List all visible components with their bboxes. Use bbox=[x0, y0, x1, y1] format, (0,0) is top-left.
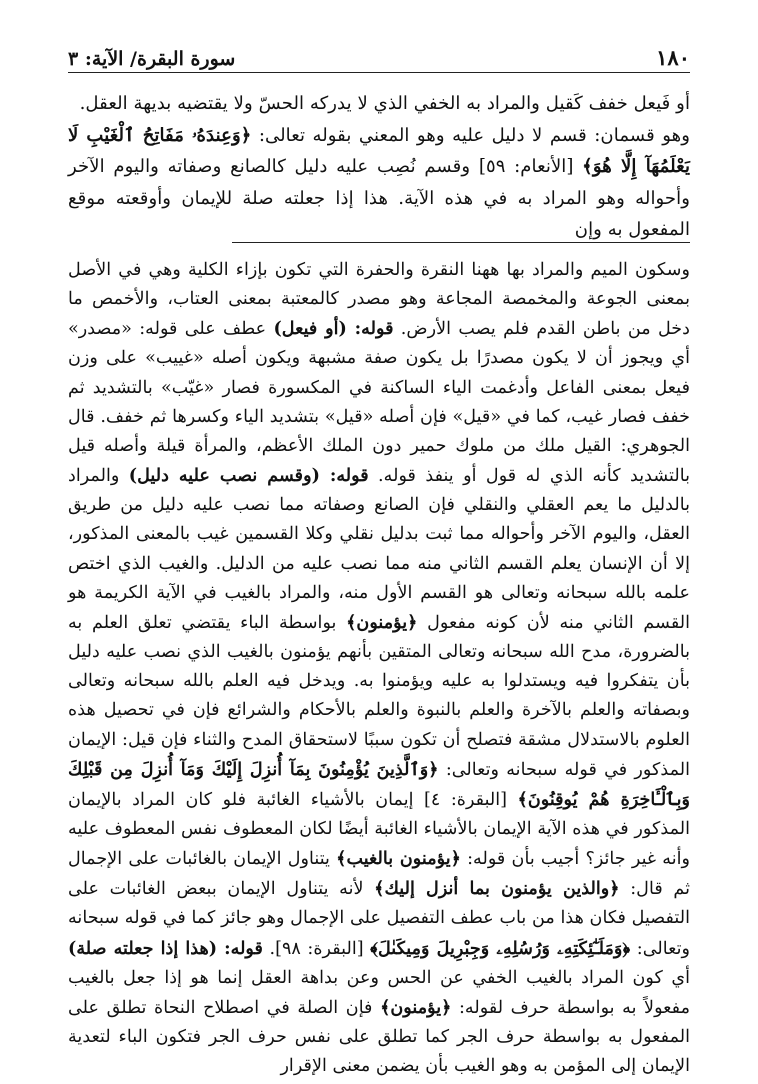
commentary-run: والمراد بالدليل ما يعم العقلي والنقلي فإن الصانع وصفاته مما نصب عليه دليل من طريق العقل، واليوم الآخر وأحواله مما ثبت بدليل نقلي وكلا القسمين غيب بالمعنى المذكور، إلا أن الإنسان يعلم القسم الثاني منه مما نصب عليه من الدليل. والغيب الذي اختص علمه بالله سبحانه وتعالى هو القسم الأول منه، والمراد بالغيب في الآية الكريمة هو القسم الثاني منه لأن كونه مفعول bbox=[68, 466, 690, 633]
commentary-run: وسكون الميم والمراد بها ههنا النقرة والحفرة التي تكون بإزاء الكلية وهي في الأصل بمعنى الجوعة والمخمصة المجاعة وهو مصدر كالمعتبة بمعنى العتاب، والأخمص ما دخل من باطن القدم فلم يصب الأرض. bbox=[68, 260, 690, 340]
quran-quote: ﴿والذين يؤمنون بما أنزل إليك﴾ bbox=[374, 878, 620, 900]
quran-verse: ﴿وَٱلَّذِينَ يُؤْمِنُونَ بِمَآ أُنزِلَ إِلَيْكَ وَمَآ أُنزِلَ مِن قَبْلِكَ وَبِٱلْـَٔاخِرَةِ هُمْ يُوقِنُونَ﴾ bbox=[68, 758, 690, 810]
page-number: ١٨٠ bbox=[656, 45, 690, 70]
page-header bbox=[68, 40, 690, 73]
commentary-run: [البقرة: ٩٨]. bbox=[262, 938, 371, 959]
commentary-run: [البقرة: ٤] إيمان بالأشياء الغائبة فلو كان المراد بالإيمان المذكور في هذه الآية الإيمان بالأشياء الغائبة أيضًا لكان المعطوف نفس المعطوف عليه وأنه غير جائز؟ أجيب بأن قوله: bbox=[68, 789, 690, 870]
gloss-label: قوله: (هذا إذا جعلته صلة) bbox=[68, 937, 263, 959]
main-paragraph-1: أو فَيعل خفف كَقيل والمراد به الخفي الذي لا يدركه الحسّ ولا يقتضيه بديهة العقل. bbox=[79, 93, 690, 114]
surah-reference: سورة البقرة/ الآية: ٣ bbox=[68, 48, 236, 70]
footnote-divider bbox=[232, 242, 690, 243]
quran-quote: ﴿يؤمنون بالغيب﴾ bbox=[336, 848, 461, 870]
commentary-text bbox=[68, 256, 690, 1081]
commentary-run: يتناول الإيمان بالغائبات على الإجمال ثم قال: bbox=[68, 849, 690, 900]
main-paragraph-2 bbox=[68, 120, 690, 246]
main-text-run: [الأنعام: ٥٩] وقسم نُصِب عليه دليل كالصانع وصفاته واليوم الآخر وأحواله وهو المراد به في هذه الآية. هذا إذا جعلته صلة للإيمان وأوقعته موقع المفعول به وإن bbox=[68, 156, 690, 240]
commentary-run: بواسطة الباء يقتضي تعلق العلم به بالضرورة، مدح الله سبحانه وتعالى المتقين بأنهم يؤمنون بالغيب الذي نصب عليه دليل بأن يتفكروا فيه ويستدلوا به عليه ويؤمنوا به. ويدخل فيه العلم بالله سبحانه وتعالى وبصفاته والعلم بالآخرة والعلم بالنبوة والعلم بالأحكام والشرائع فإن في تحصيل هذه العلوم بالاستدلال مشقة فتصلح أن تكون سببًا لاستحقاق المدح والثناء فإن قيل: الإيمان المذكور في قوله سبحانه وتعالى: bbox=[68, 612, 690, 780]
gloss-label: قوله: (أو فيعل) bbox=[273, 318, 394, 340]
quran-verse: ﴿وَمَلَـٰٓئِكَتِهِۦ وَرُسُلِهِۦ وَجِبْرِيلَ وَمِيكَىٰلَ﴾ bbox=[370, 937, 631, 959]
gloss-label: قوله: (وقسم نصب عليه دليل) bbox=[128, 465, 369, 487]
main-text-run: وهو قسمان: قسم لا دليل عليه وهو المعني بقوله تعالى: bbox=[251, 124, 690, 146]
quran-verse: ﴿وَعِندَهُۥ مَفَاتِحُ ٱلْغَيْبِ لَا يَعْلَمُهَآ إِلَّا هُوَ﴾ bbox=[68, 124, 691, 177]
commentary-run: فإن الصلة في اصطلاح النحاة تطلق على المفعول به بواسطة حرف الجر كما تطلق على نفس حرف الجر فتكون الباء لتعدية الإيمان إلى المؤمن به وهو الغيب بأن يضمن معنى الإقرار bbox=[68, 997, 690, 1077]
commentary-run: أي كون المراد بالغيب الخفي عن الحس وعن بداهة العقل إنما هو إذا جعل بالغيب مفعولاً به بواسطة حرف لقوله: bbox=[68, 967, 690, 1018]
commentary-run: عطف على قوله: «مصدر» أي ويجوز أن لا يكون مصدرًا بل يكون صفة مشبهة ويكون أصله «غييب» على وزن فيعل بمعنى الفاعل وأدغمت الياء الساكنة في المكسورة فصار «غيّب» بالتشديد ثم خفف فصار غيب، كما في «قيل» فإن أصله «قيل» بتشديد الياء وكسرها ثم خفف. قال الجوهري: القيل ملك من ملوك حمير دون الملك الأعظم، والمرأة قيلة وأصله قيل بالتشديد كأنه الذي له قول أو ينفذ قوله. bbox=[68, 319, 690, 487]
commentary-run: لأنه يتناول الإيمان ببعض الغائبات على التفصيل فكان هذا من باب عطف التفصيل على الإجمال وهو جائز كما في قوله سبحانه وتعالى: bbox=[68, 879, 690, 959]
main-text bbox=[68, 88, 690, 246]
quran-quote: ﴿يؤمنون﴾ bbox=[380, 996, 452, 1018]
quran-quote: ﴿يؤمنون﴾ bbox=[346, 611, 418, 633]
